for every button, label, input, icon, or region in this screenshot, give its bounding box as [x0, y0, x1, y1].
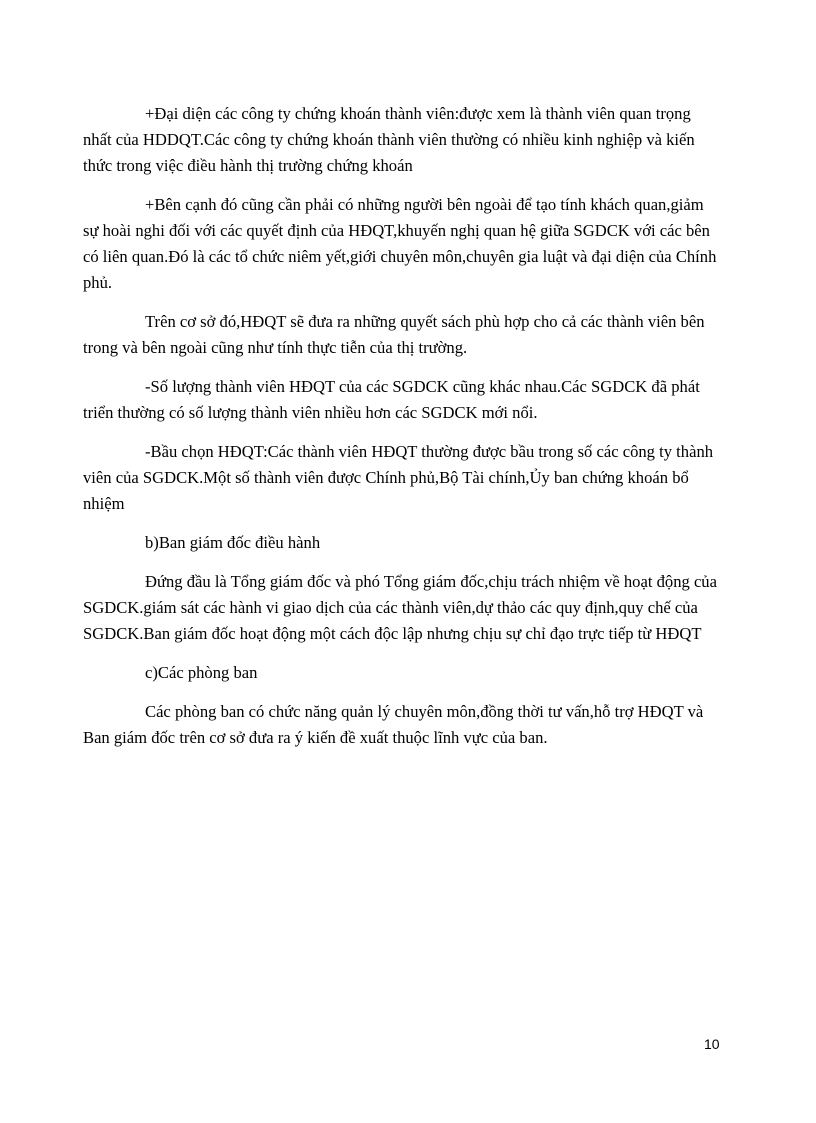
paragraph-board-election: -Bầu chọn HĐQT:Các thành viên HĐQT thường được bầu trong số các công ty thành viên của SGDCK.Một số thành viên được Chính phủ,Bộ Tài chính,Ủy ban chứng khoán bổ nhiệm	[83, 442, 714, 513]
paragraph-member-representatives: +Đại diện các công ty chứng khoán thành viên:được xem là thành viên quan trọng nhất của HDDQT.Các công ty chứng khoán thành viên thường có nhiều kinh nghiệp và kiến thức trong việc điều hành thị trường chứng khoán	[83, 104, 695, 175]
paragraph-member-count: -Số lượng thành viên HĐQT của các SGDCK cũng khác nhau.Các SGDCK đã phát triển thường có số lượng thành viên nhiều hơn các SGDCK mới nổi.	[83, 377, 700, 422]
paragraph-board-decisions: Trên cơ sở đó,HĐQT sẽ đưa ra những quyết sách phù hợp cho cả các thành viên bên trong và bên ngoài cũng như tính thực tiễn của thị trường.	[83, 312, 705, 357]
paragraph-departments: Các phòng ban có chức năng quản lý chuyên môn,đồng thời tư vấn,hỗ trợ HĐQT và Ban giám đốc trên cơ sở đưa ra ý kiến đề xuất thuộc lĩnh vực của ban.	[83, 702, 704, 747]
paragraph-external-members: +Bên cạnh đó cũng cần phải có những người bên ngoài để tạo tính khách quan,giảm sự hoài nghi đối với các quyết định của HĐQT,khuyến nghị quan hệ giữa SGDCK với các bên có liên quan.Đó là các tổ chức niêm yết,giới chuyên môn,chuyên gia luật và đại diện của Chính phủ.	[83, 195, 717, 292]
section-heading-executive-board: b)Ban giám đốc điều hành	[145, 533, 321, 552]
document-body	[83, 101, 723, 764]
paragraph-executive-board: Đứng đầu là Tổng giám đốc và phó Tổng giám đốc,chịu trách nhiệm về hoạt động của SGDCK.giám sát các hành vi giao dịch của các thành viên,dự thảo các quy định,quy chế của SGDCK.Ban giám đốc hoạt động một cách độc lập nhưng chịu sự chỉ đạo trực tiếp từ HĐQT	[83, 572, 717, 643]
section-heading-departments: c)Các phòng ban	[145, 663, 258, 682]
page-number: 10	[704, 1036, 720, 1052]
